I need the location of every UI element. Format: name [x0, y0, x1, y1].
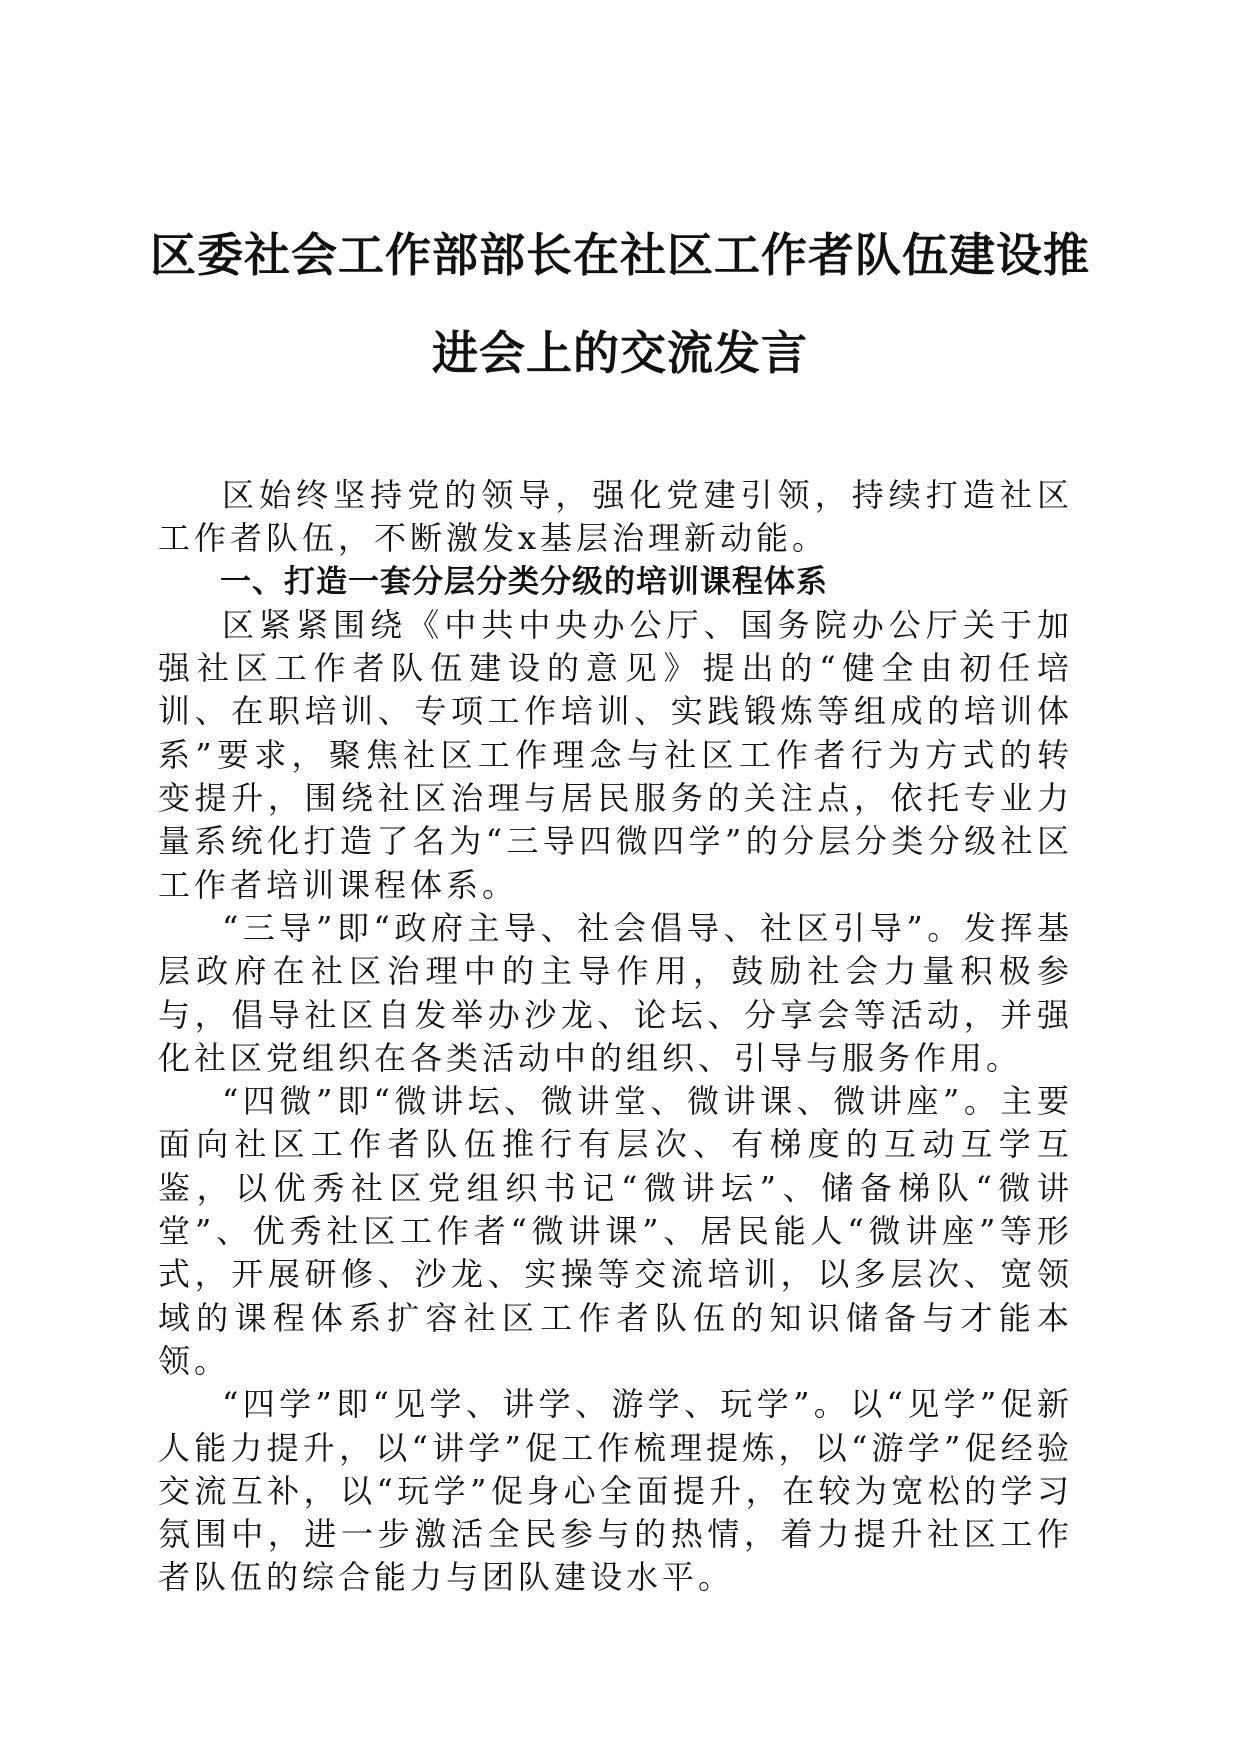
body-paragraph-training-system: 区紧紧围绕《中共中央办公厅、国务院办公厅关于加强社区工作者队伍建设的意见》提出的“健全由初任培训、在职培训、专项工作培训、实践锻炼等组成的培训体系”要求，聚焦社区工作理念与社区工作者行为方式的转变提升，围绕社区治理与居民服务的关注点，依托专业力量系统化打造了名为“三导四微四学”的分层分类分级社区工作者培训课程体系。: [158, 605, 1073, 904]
body-paragraph-si-xue: “四学”即“见学、讲学、游学、玩学”。以“见学”促新人能力提升，以“讲学”促工作梳理提炼，以“游学”促经验交流互补，以“玩学”促身心全面提升，在较为宽松的学习氛围中，进一步激活全民参与的热情，着力提升社区工作者队伍的综合能力与团队建设水平。: [158, 1385, 1073, 1597]
title-line-1: 区委社会工作部部长在社区工作者队伍建设推: [150, 228, 1090, 282]
document-title: [140, 228, 1100, 380]
body-paragraph-si-wei: “四微”即“微讲坛、微讲堂、微讲课、微讲座”。主要面向社区工作者队伍推行有层次、有梯度的互动互学互鉴，以优秀社区党组织书记“微讲坛”、储备梯队“微讲堂”、优秀社区工作者“微讲课”、居民能人“微讲座”等形式，开展研修、沙龙、实操等交流培训，以多层次、宽领域的课程体系扩容社区工作者队伍的知识储备与才能本领。: [158, 1082, 1073, 1380]
section-heading-1: 一、打造一套分层分类分级的培训课程体系: [220, 563, 828, 600]
body-paragraph-san-dao: “三导”即“政府主导、社会倡导、社区引导”。发挥基层政府在社区治理中的主导作用，鼓励社会力量积极参与，倡导社区自发举办沙龙、论坛、分享会等活动，并强化社区党组织在各类活动中的组织、引导与服务作用。: [158, 908, 1073, 1077]
title-line-2: 进会上的交流发言: [432, 326, 808, 380]
intro-paragraph: 区始终坚持党的领导，强化党建引领，持续打造社区工作者队伍，不断激发x基层治理新动能。: [158, 476, 1073, 558]
document-body: [158, 474, 1073, 1600]
